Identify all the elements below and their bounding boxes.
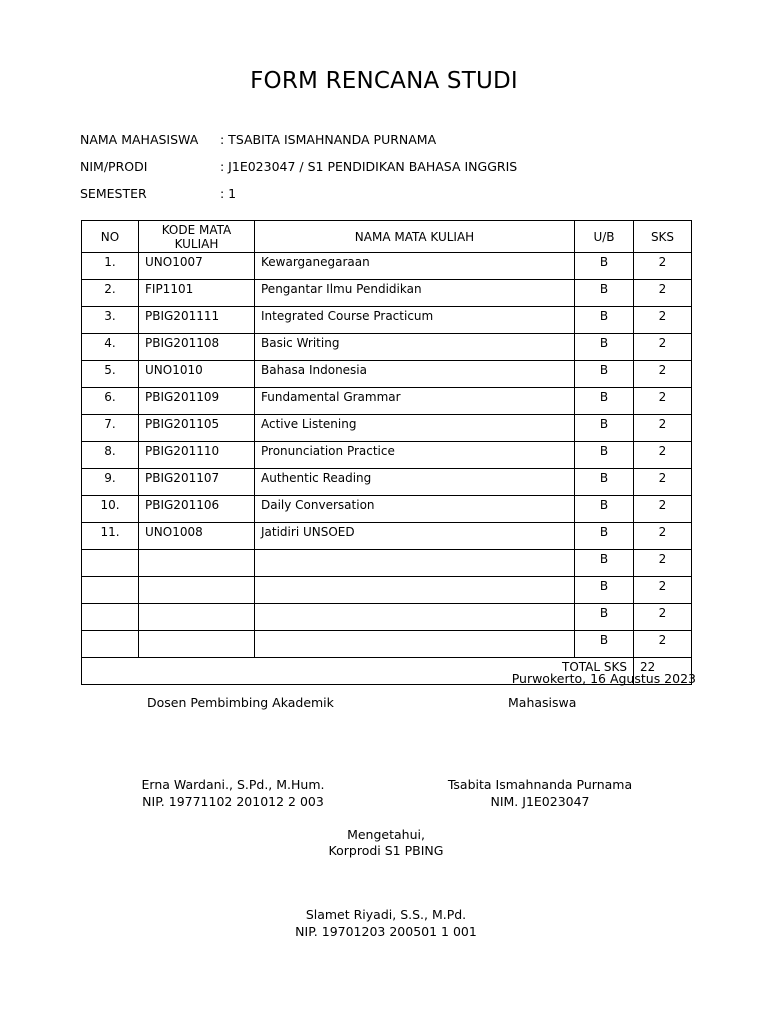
cell-nama — [255, 604, 575, 631]
cell-sks: 2 — [634, 280, 692, 307]
cell-sks: 2 — [634, 631, 692, 658]
header-kode: KODE MATA KULIAH — [139, 221, 255, 253]
cell-ub: B — [575, 496, 634, 523]
cell-no: 1. — [82, 253, 139, 280]
info-label: SEMESTER — [80, 186, 147, 201]
cell-kode: UNO1007 — [139, 253, 255, 280]
cell-sks: 2 — [634, 334, 692, 361]
info-value: : J1E023047 / S1 PENDIDIKAN BAHASA INGGRIS — [220, 159, 518, 174]
table-row — [82, 631, 692, 658]
cell-ub: B — [575, 415, 634, 442]
advisor-name: Erna Wardani., S.Pd., M.Hum. — [141, 777, 325, 792]
cell-kode: PBIG201108 — [139, 334, 255, 361]
info-value: : 1 — [220, 186, 237, 201]
cell-ub: B — [575, 388, 634, 415]
cell-sks: 2 — [634, 253, 692, 280]
cell-kode: PBIG201109 — [139, 388, 255, 415]
info-label: NIM/PRODI — [80, 159, 148, 174]
cell-sks: 2 — [634, 388, 692, 415]
cell-sks: 2 — [634, 496, 692, 523]
table-row — [82, 253, 692, 280]
total-sks-value: 22 — [634, 658, 692, 685]
approver-name: Slamet Riyadi, S.S., M.Pd. — [305, 907, 467, 922]
cell-nama: Pronunciation Practice — [255, 442, 575, 469]
cell-kode: PBIG201106 — [139, 496, 255, 523]
approver-id: NIP. 19701203 200501 1 001 — [295, 924, 477, 939]
cell-no: 2. — [82, 280, 139, 307]
table-row — [82, 361, 692, 388]
cell-ub: B — [575, 280, 634, 307]
table-row — [82, 334, 692, 361]
cell-sks: 2 — [634, 523, 692, 550]
approver-line2: Korprodi S1 PBING — [328, 843, 444, 858]
student-role: Mahasiswa — [508, 695, 577, 710]
cell-no: 8. — [82, 442, 139, 469]
cell-kode — [139, 550, 255, 577]
total-sks-label: TOTAL SKS — [82, 658, 634, 685]
cell-sks: 2 — [634, 442, 692, 469]
cell-ub: B — [575, 307, 634, 334]
cell-nama: Daily Conversation — [255, 496, 575, 523]
cell-ub: B — [575, 334, 634, 361]
approver-line1: Mengetahui, — [347, 827, 425, 842]
cell-nama: Authentic Reading — [255, 469, 575, 496]
table-row — [82, 577, 692, 604]
cell-sks: 2 — [634, 577, 692, 604]
cell-no: 6. — [82, 388, 139, 415]
table-row — [82, 307, 692, 334]
cell-no: 4. — [82, 334, 139, 361]
cell-nama: Integrated Course Practicum — [255, 307, 575, 334]
student-name: Tsabita Ismahnanda Purnama — [447, 777, 633, 792]
table-row — [82, 280, 692, 307]
cell-nama — [255, 550, 575, 577]
cell-nama: Fundamental Grammar — [255, 388, 575, 415]
cell-no: 11. — [82, 523, 139, 550]
cell-no: 7. — [82, 415, 139, 442]
table-row — [82, 604, 692, 631]
cell-kode — [139, 577, 255, 604]
cell-sks: 2 — [634, 415, 692, 442]
cell-ub: B — [575, 361, 634, 388]
table-row — [82, 550, 692, 577]
cell-ub: B — [575, 253, 634, 280]
table-row — [82, 496, 692, 523]
cell-kode — [139, 631, 255, 658]
cell-nama: Active Listening — [255, 415, 575, 442]
cell-ub: B — [575, 604, 634, 631]
place-date: Purwokerto, 16 Agustus 2023 — [511, 671, 696, 686]
student-id: NIM. J1E023047 — [490, 794, 590, 809]
cell-kode: PBIG201110 — [139, 442, 255, 469]
cell-no — [82, 550, 139, 577]
cell-nama: Kewarganegaraan — [255, 253, 575, 280]
cell-ub: B — [575, 550, 634, 577]
cell-no: 3. — [82, 307, 139, 334]
cell-no — [82, 604, 139, 631]
info-value: : TSABITA ISMAHNANDA PURNAMA — [220, 132, 437, 147]
table-row — [82, 442, 692, 469]
cell-ub: B — [575, 523, 634, 550]
table-row — [82, 469, 692, 496]
header-sks: SKS — [634, 221, 692, 253]
cell-sks: 2 — [634, 307, 692, 334]
cell-sks: 2 — [634, 604, 692, 631]
cell-kode: PBIG201111 — [139, 307, 255, 334]
cell-no — [82, 577, 139, 604]
cell-nama — [255, 577, 575, 604]
cell-no: 10. — [82, 496, 139, 523]
cell-nama: Bahasa Indonesia — [255, 361, 575, 388]
course-table — [81, 220, 692, 685]
header-no: NO — [82, 221, 139, 253]
cell-kode: UNO1008 — [139, 523, 255, 550]
cell-kode: UNO1010 — [139, 361, 255, 388]
table-header-row — [82, 221, 692, 253]
cell-ub: B — [575, 577, 634, 604]
cell-kode: PBIG201107 — [139, 469, 255, 496]
cell-sks: 2 — [634, 361, 692, 388]
advisor-id: NIP. 19771102 201012 2 003 — [142, 794, 324, 809]
table-row — [82, 415, 692, 442]
cell-ub: B — [575, 631, 634, 658]
cell-kode — [139, 604, 255, 631]
cell-nama: Basic Writing — [255, 334, 575, 361]
cell-nama — [255, 631, 575, 658]
cell-no: 5. — [82, 361, 139, 388]
table-row — [82, 388, 692, 415]
cell-no: 9. — [82, 469, 139, 496]
advisor-role: Dosen Pembimbing Akademik — [147, 695, 334, 710]
cell-no — [82, 631, 139, 658]
cell-nama: Pengantar Ilmu Pendidikan — [255, 280, 575, 307]
cell-sks: 2 — [634, 550, 692, 577]
cell-kode: PBIG201105 — [139, 415, 255, 442]
cell-ub: B — [575, 469, 634, 496]
cell-ub: B — [575, 442, 634, 469]
cell-sks: 2 — [634, 469, 692, 496]
page-title: FORM RENCANA STUDI — [250, 68, 518, 94]
header-ub: U/B — [575, 221, 634, 253]
cell-nama: Jatidiri UNSOED — [255, 523, 575, 550]
table-row — [82, 523, 692, 550]
info-label: NAMA MAHASISWA — [80, 132, 199, 147]
cell-kode: FIP1101 — [139, 280, 255, 307]
header-nama: NAMA MATA KULIAH — [255, 221, 575, 253]
